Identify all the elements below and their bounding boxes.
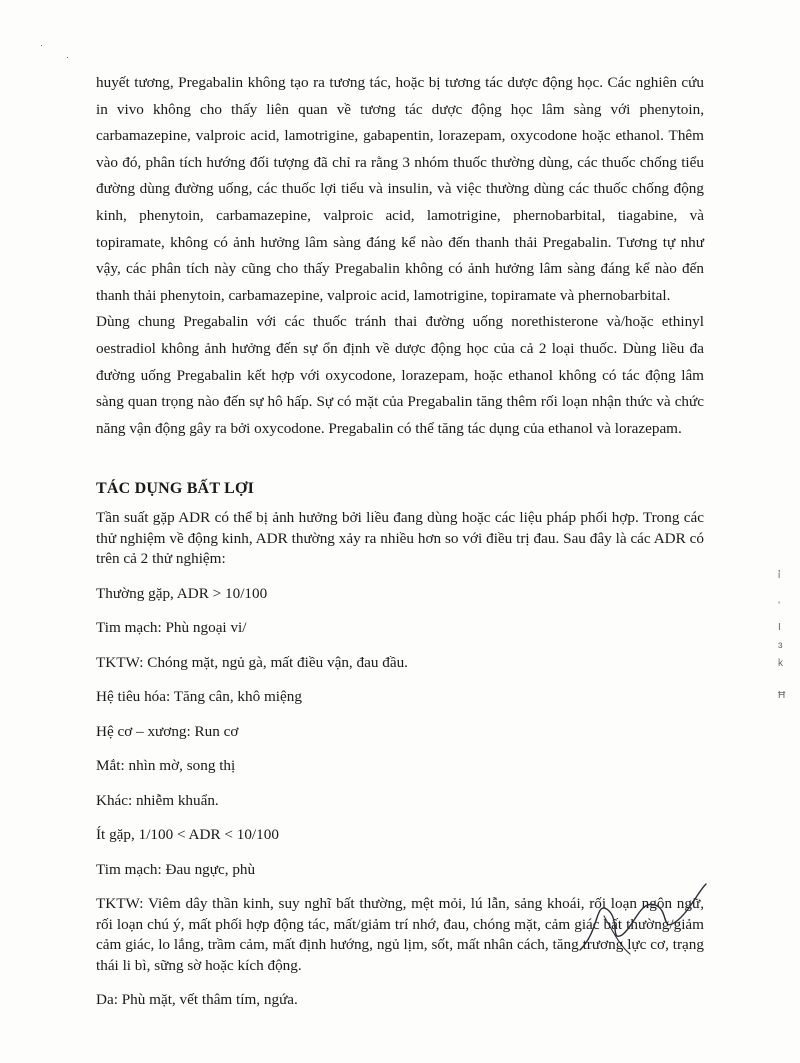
paragraph-text: Dùng chung Pregabalin với các thuốc tránh thai đường uống norethisterone và/hoặc ethinyl oestradiol không ảnh hưởng đến sự ổn định về dược động học của cả 2 loại thuốc. Dùng liều đa đường uống Pregabalin kết hợp với oxycodone, lorazepam, hoặc ethanol không có tác động lâm sàng quan trọng nào đến sự hô hấp. Sự có mặt của Pregabalin tăng thêm rối loạn nhận thức và chức năng vận động gây ra bởi oxycodone. Pregabalin có thể tăng tác dụng của ethanol và lorazepam. — [96, 313, 704, 437]
adr-line: Ít gặp, 1/100 < ADR < 10/100 — [96, 826, 279, 844]
adr-line: Hệ tiêu hóa: Tăng cân, khô miệng — [96, 688, 302, 706]
adr-line: Thường gặp, ADR > 10/100 — [96, 584, 268, 602]
adr-line: Mắt: nhìn mờ, song thị — [96, 757, 236, 775]
paragraph-text: huyết tương, Pregabalin không tạo ra tương tác, hoặc bị tương tác dược động học. Các nghiên cứu in vivo không cho thấy liên quan về tương tác dược động học lâm sàng với phenytoin, carbamazepine, valproic acid, lamotrigine, gabapentin, lorazepam, oxycodone hoặc ethanol. Thêm vào đó, phân tích hướng đối tượng đã chỉ ra rằng 3 nhóm thuốc thường dùng, các thuốc chống tiểu đường dùng đường uống, các thuốc lợi tiểu và insulin, và việc thường dùng các thuốc chống động kinh, phenytoin, carbamazepine, valproic acid, lamotrigine, phernobarbital, tiagabine, và topiramate, không có ảnh hưởng lâm sàng đáng kể nào đến thanh thải Pregabalin. Tương tự như vậy, các phân tích này cũng cho thấy Pregabalin không có ảnh hưởng lâm sàng đáng kể nào đến thanh thải phenytoin, carbamazepine, valproic acid, lamotrigine, topiramate và phernobarbital. — [96, 74, 704, 304]
margin-mark: Ħ — [778, 690, 786, 701]
scan-speck: · — [66, 52, 69, 62]
margin-mark: ‘ — [778, 600, 781, 611]
margin-mark: I — [778, 622, 781, 633]
margin-mark: ỉ — [778, 570, 781, 581]
margin-mark: k — [778, 658, 783, 669]
adr-line: TKTW: Chóng mặt, ngủ gà, mất điều vận, đau đầu. — [96, 653, 408, 671]
adr-line: Khác: nhiễm khuẩn. — [96, 791, 219, 809]
adr-intro: Tần suất gặp ADR có thể bị ảnh hưởng bởi liều đang dùng hoặc các liệu pháp phối hợp. Trong các thử nghiệm về động kinh, ADR thường xảy ra nhiều hơn so với điều trị đau. Sau đây là các ADR có trên cả 2 thử nghiệm: — [96, 509, 704, 568]
adr-skin-line: Da: Phù mặt, vết thâm tím, ngứa. — [96, 991, 298, 1009]
adr-line: Tim mạch: Đau ngực, phù — [96, 860, 256, 878]
adr-line: Hệ cơ – xương: Run cơ — [96, 722, 239, 740]
interaction-paragraph — [96, 70, 704, 442]
section-heading: TÁC DỤNG BẤT LỢI — [96, 480, 255, 498]
document-body — [96, 70, 704, 1011]
adr-tktw-uncommon: TKTW: Viêm dây thần kinh, suy nghĩ bất thường, mệt mỏi, lú lẫn, sảng khoái, rối loạn ngôn ngữ, rối loạn chú ý, mất phối hợp động tác, mất/giảm trí nhớ, đau, chóng mặt, cảm giác bất thường/giảm cảm giác, lo lắng, trầm cảm, mất định hướng, ngủ lịm, sốt, mất nhân cách, tăng trương lực cơ, trạng thái li bì, sững sờ hoặc kích động. — [96, 895, 704, 974]
adr-line: Tim mạch: Phù ngoại vi/ — [96, 619, 247, 637]
margin-mark: ɜ — [778, 640, 783, 651]
scan-speck: · — [40, 40, 43, 50]
